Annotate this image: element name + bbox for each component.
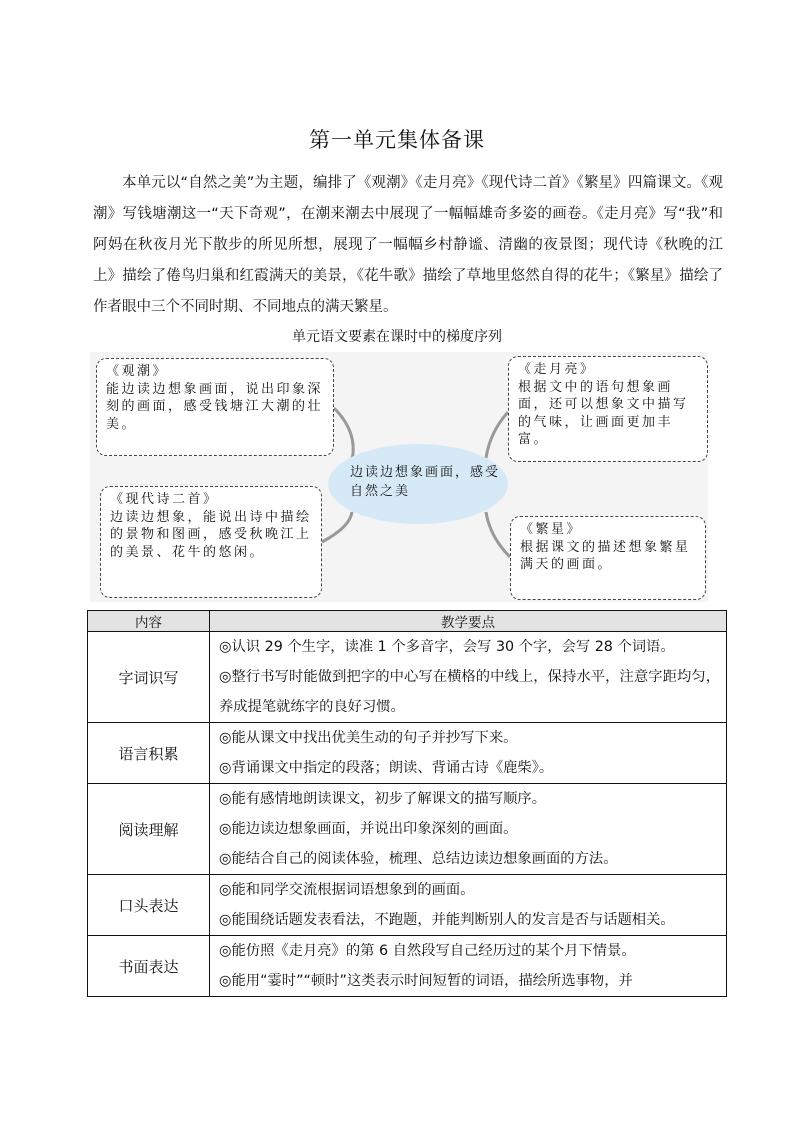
header-teaching-points: 教学要点: [210, 611, 727, 632]
point-item: ◎整行书写时能做到把字的中心写在横格的中线上，保持水平，注意字距均匀，养成提笔就练字的良好习惯。: [219, 669, 720, 715]
point-item: ◎能边读边想象画面，并说出印象深刻的画面。: [219, 821, 518, 837]
row-points: [210, 936, 727, 997]
diagram-caption: 单元语文要素在课时中的梯度序列: [292, 329, 502, 345]
box-text: 边读边想象，能说出诗中描绘的景物和图画，感受秋晚江上的美景、花牛的悠闲。: [110, 509, 312, 560]
box-guanchao: [96, 358, 334, 456]
point-item: ◎能从课文中找出优美生动的句子并抄写下来。: [219, 730, 518, 746]
point-item: ◎背诵课文中指定的段落；朗读、背诵古诗《鹿柴》。: [219, 760, 554, 776]
box-title: 《观潮》: [106, 364, 169, 379]
table-row: [88, 936, 727, 997]
point-item: ◎能围绕话题发表看法，不跑题，并能判断别人的发言是否与话题相关。: [219, 912, 675, 928]
box-xiandai: [100, 486, 322, 598]
box-title: 《走月亮》: [518, 362, 596, 377]
header-content: 内容: [88, 611, 210, 632]
teaching-points-table: [87, 610, 727, 997]
point-item: ◎能用“霎时”“顿时”这类表示时间短暂的词语，描绘所选事物，并: [219, 973, 633, 989]
table-row: [88, 632, 727, 723]
concept-diagram: [90, 352, 708, 602]
row-points: [210, 784, 727, 875]
center-theme-text: 边读边想象画面，感受自然之美: [350, 465, 501, 499]
row-category: 口头表达: [88, 875, 210, 936]
row-category: 阅读理解: [88, 784, 210, 875]
box-fanxing: [510, 516, 706, 600]
box-title: 《现代诗二首》: [110, 492, 219, 507]
table-header-row: [88, 611, 727, 632]
intro-paragraph: 本单元以“自然之美”为主题，编排了《观潮》《走月亮》《现代诗二首》《繁星》四篇课文。《观潮》写钱塘潮这一“天下奇观”，在潮来潮去中展现了一幅幅雄奇多姿的画卷。《走月亮》写“我”和阿妈在秋夜月光下散步的所见所想，展现了一幅幅乡村静谧、清幽的夜景图；现代诗《秋晚的江上》描绘了倦鸟归巢和红霞满天的美景，《花牛歌》描绘了草地里悠然自得的花牛；《繁星》描绘了作者眼中三个不同时期、不同地点的满天繁星。: [93, 175, 723, 315]
point-item: ◎能仿照《走月亮》的第 6 自然段写自己经历过的某个月下情景。: [219, 943, 636, 959]
row-points: [210, 875, 727, 936]
point-item: ◎认识 29 个生字，读准 1 个多音字，会写 30 个字，会写 28 个词语。: [219, 639, 675, 655]
point-item: ◎能有感情地朗读课文，初步了解课文的描写顺序。: [219, 791, 547, 807]
row-category: 语言积累: [88, 723, 210, 784]
row-category: 书面表达: [88, 936, 210, 997]
box-zouyueliang: [508, 356, 708, 462]
box-title: 《繁星》: [520, 522, 583, 537]
point-item: ◎能和同学交流根据词语想象到的画面。: [219, 882, 475, 898]
table-row: [88, 875, 727, 936]
page-title: 第一单元集体备课: [309, 128, 485, 152]
table-row: [88, 723, 727, 784]
row-category: 字词识写: [88, 632, 210, 723]
row-points: [210, 723, 727, 784]
box-text: 能边读边想象画面，说出印象深刻的画面，感受钱塘江大潮的壮美。: [106, 381, 324, 432]
box-text: 根据文中的语句想象画面，还可以想象文中描写的气味，让画面更加丰富。: [518, 379, 689, 447]
table-row: [88, 784, 727, 875]
point-item: ◎能结合自己的阅读体验，梳理、总结边读边想象画面的方法。: [219, 851, 618, 867]
box-text: 根据课文的描述想象繁星满天的画面。: [520, 539, 691, 572]
row-points: [210, 632, 727, 723]
